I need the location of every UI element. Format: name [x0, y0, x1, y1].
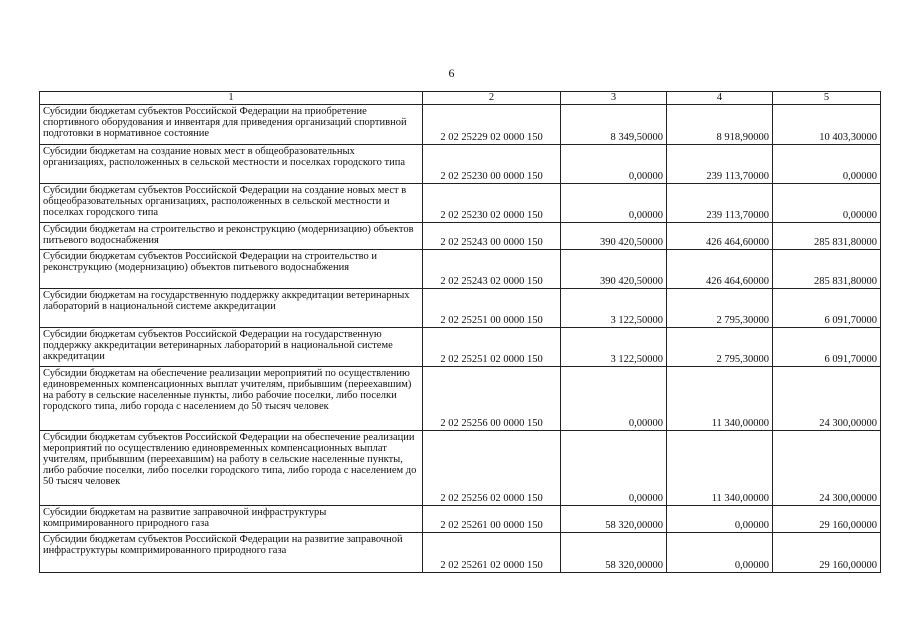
- row-value-col5: 285 831,80000: [773, 250, 881, 289]
- row-value-col4: 11 340,00000: [667, 431, 773, 506]
- row-value-col5: 285 831,80000: [773, 223, 881, 250]
- row-value-col3: 0,00000: [561, 431, 667, 506]
- row-value-col3: 3 122,50000: [561, 289, 667, 328]
- table-row: [40, 533, 881, 573]
- row-value-col4: 11 340,00000: [667, 367, 773, 431]
- row-value-col5: 6 091,70000: [773, 328, 881, 367]
- row-description: Субсидии бюджетам на обеспечение реализации мероприятий по осуществлению единовременных компенсационных выплат учителям, прибывшим (переехавшим) на работу в сельские населенные пункты, либо рабочие поселки, либо поселки городского типа, либо города с населением до 50 тысяч человек: [40, 367, 423, 431]
- row-code: 2 02 25230 00 0000 150: [423, 145, 561, 184]
- row-description: Субсидии бюджетам субъектов Российской Федерации на обеспечение реализации мероприятий по осуществлению единовременных компенсационных выплат учителям, прибывшим (переехавшим) на работу в сельские населенные пункты, либо рабочие поселки, либо поселки городского типа, либо города с населением до 50 тысяч человек: [40, 431, 423, 506]
- row-value-col3: 58 320,00000: [561, 506, 667, 533]
- header-col-5: 5: [773, 92, 881, 105]
- row-description: Субсидии бюджетам на строительство и реконструкцию (модернизацию) объектов питьевого водоснабжения: [40, 223, 423, 250]
- row-value-col4: 2 795,30000: [667, 289, 773, 328]
- row-value-col4: 8 918,90000: [667, 105, 773, 145]
- row-description: Субсидии бюджетам на создание новых мест в общеобразовательных организациях, расположенных в сельской местности и поселках городского типа: [40, 145, 423, 184]
- row-description: Субсидии бюджетам субъектов Российской Федерации на создание новых мест в общеобразовательных организациях, расположенных в сельской местности и поселках городского типа: [40, 184, 423, 223]
- header-col-3: 3: [561, 92, 667, 105]
- row-value-col4: 0,00000: [667, 506, 773, 533]
- row-code: 2 02 25256 00 0000 150: [423, 367, 561, 431]
- row-value-col5: 0,00000: [773, 145, 881, 184]
- row-value-col3: 58 320,00000: [561, 533, 667, 573]
- page-number: 6: [448, 66, 455, 80]
- row-value-col4: 0,00000: [667, 533, 773, 573]
- row-value-col3: 3 122,50000: [561, 328, 667, 367]
- row-value-col4: 426 464,60000: [667, 250, 773, 289]
- row-value-col3: 0,00000: [561, 145, 667, 184]
- row-description: Субсидии бюджетам субъектов Российской Федерации на государственную поддержку аккредитации ветеринарных лабораторий в национальной системе аккредитации: [40, 328, 423, 367]
- table-row: [40, 431, 881, 506]
- row-value-col3: 390 420,50000: [561, 250, 667, 289]
- header-col-4: 4: [667, 92, 773, 105]
- row-description: Субсидии бюджетам на развитие заправочной инфраструктуры компримированного природного газа: [40, 506, 423, 533]
- row-value-col5: 29 160,00000: [773, 506, 881, 533]
- row-value-col4: 239 113,70000: [667, 145, 773, 184]
- row-value-col4: 239 113,70000: [667, 184, 773, 223]
- table-row: [40, 328, 881, 367]
- header-col-2: 2: [423, 92, 561, 105]
- row-value-col5: 10 403,30000: [773, 105, 881, 145]
- row-code: 2 02 25243 02 0000 150: [423, 250, 561, 289]
- row-value-col4: 2 795,30000: [667, 328, 773, 367]
- row-code: 2 02 25261 02 0000 150: [423, 533, 561, 573]
- row-description: Субсидии бюджетам на государственную поддержку аккредитации ветеринарных лабораторий в национальной системе аккредитации: [40, 289, 423, 328]
- row-value-col5: 0,00000: [773, 184, 881, 223]
- row-value-col3: 0,00000: [561, 367, 667, 431]
- row-value-col3: 0,00000: [561, 184, 667, 223]
- table-row: [40, 145, 881, 184]
- row-code: 2 02 25243 00 0000 150: [423, 223, 561, 250]
- budget-table: [39, 91, 881, 573]
- header-row: [40, 92, 881, 105]
- table-row: [40, 223, 881, 250]
- row-code: 2 02 25229 02 0000 150: [423, 105, 561, 145]
- row-code: 2 02 25251 02 0000 150: [423, 328, 561, 367]
- row-value-col5: 24 300,00000: [773, 367, 881, 431]
- row-code: 2 02 25256 02 0000 150: [423, 431, 561, 506]
- row-value-col5: 24 300,00000: [773, 431, 881, 506]
- row-value-col3: 8 349,50000: [561, 105, 667, 145]
- header-col-1: 1: [40, 92, 423, 105]
- table-row: [40, 105, 881, 145]
- row-code: 2 02 25230 02 0000 150: [423, 184, 561, 223]
- row-description: Субсидии бюджетам субъектов Российской Федерации на развитие заправочной инфраструктуры компримированного природного газа: [40, 533, 423, 573]
- row-value-col3: 390 420,50000: [561, 223, 667, 250]
- table-row: [40, 250, 881, 289]
- table-row: [40, 184, 881, 223]
- table-row: [40, 367, 881, 431]
- table-row: [40, 506, 881, 533]
- row-code: 2 02 25261 00 0000 150: [423, 506, 561, 533]
- row-value-col5: 6 091,70000: [773, 289, 881, 328]
- row-description: Субсидии бюджетам субъектов Российской Федерации на приобретение спортивного оборудования и инвентаря для приведения организаций спортивной подготовки в нормативное состояние: [40, 105, 423, 145]
- row-value-col5: 29 160,00000: [773, 533, 881, 573]
- row-value-col4: 426 464,60000: [667, 223, 773, 250]
- table-row: [40, 289, 881, 328]
- row-description: Субсидии бюджетам субъектов Российской Федерации на строительство и реконструкцию (модернизацию) объектов питьевого водоснабжения: [40, 250, 423, 289]
- row-code: 2 02 25251 00 0000 150: [423, 289, 561, 328]
